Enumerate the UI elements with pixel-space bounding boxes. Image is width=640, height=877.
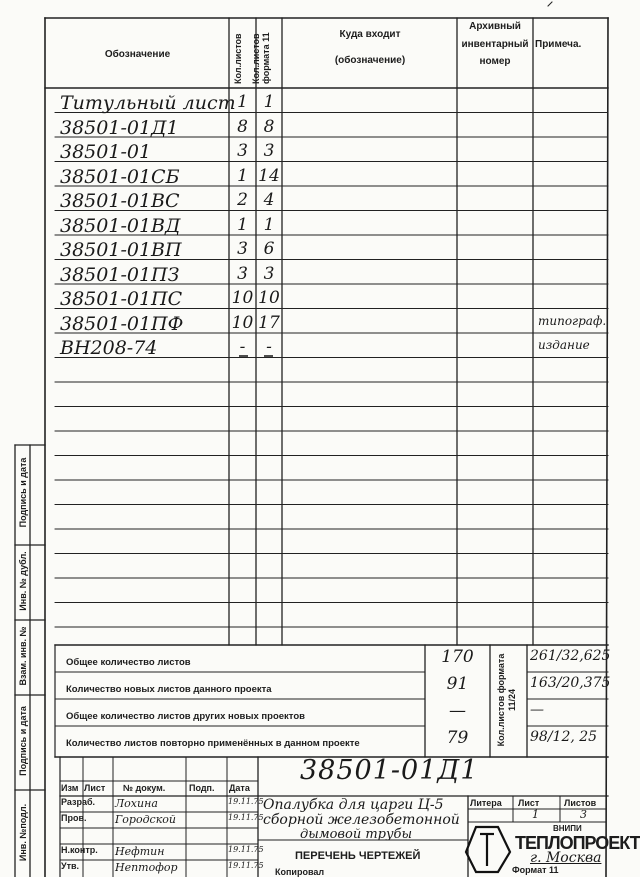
stamp-litera: Литера [470,798,502,808]
stamp-name: Городской [115,813,176,826]
summary-count: — [449,701,466,721]
row-sheet-count: - [239,337,246,357]
stamp-date: 19.11.75 [228,797,264,806]
stamp-sheets-value: 3 [580,808,587,821]
row-designation: 38501-01ПЗ [60,263,180,286]
header-destination: Куда входит [339,29,401,40]
row-designation: 38501-01ВС [60,190,180,212]
stamp-sheet-value: 1 [532,808,539,821]
stamp-role: Разраб. [61,797,96,807]
header-archive-3: номер [479,56,511,67]
row-designation: 38501-01ВД [60,214,181,237]
header-sheets-format: Кол.листов формата 11 [251,32,271,84]
summary-label: Общее количество листов других новых проектов [66,711,305,722]
row-designation: ВН208-74 [60,337,158,359]
org-city: г. Москва [530,850,602,866]
header-designation: Обозначение [104,49,171,60]
title-line-1: Опалубка для царги Ц-5 [263,797,444,813]
row-sheet-format: 17 [258,312,280,333]
summary-label: Количество листов повторно применённых в данном проекте [66,738,360,749]
summary-format: 98/12, 25 [530,729,598,745]
summary-format: — [530,702,544,718]
stamp-sheet: Лист [518,798,540,808]
row-sheet-format: 14 [258,165,280,186]
row-sheet-count: 1 [237,214,248,235]
header-destination-sub: (обозначение) [334,55,406,66]
row-sheet-count: 3 [237,141,248,161]
row-designation: 38501-01Д1 [60,116,179,139]
title-line-3: дымовой трубы [300,827,413,842]
row-sheet-format: - [266,337,272,357]
header-archive-1: Архивный [469,21,521,32]
row-designation: 38501-01ПФ [60,312,184,335]
stamp-date: 19.11.75 [228,813,264,822]
row-designation: 38501-01ПС [60,288,183,310]
row-sheet-count: 3 [237,239,248,259]
row-sheet-count: 10 [231,288,254,308]
margin-replaced-inv: Взам. инв. № [18,626,28,686]
row-designation: 38501-01ВП [60,239,182,261]
row-sheet-count: 3 [237,263,248,284]
row-sheet-count: 1 [237,165,248,186]
row-sheet-count: 10 [231,312,254,333]
stamp-col-date: Дата [229,783,250,793]
summary-label: Общее количество листов [66,657,191,668]
stamp-role: Пров. [61,813,87,823]
row-designation: Титульный лист [60,92,236,114]
stamp-sheets: Листов [564,798,597,808]
stamp-role: Н.контр. [61,845,98,855]
margin-signature-date-top: Подпись и дата [18,457,28,528]
summary-format: 163/20,375 [530,675,611,691]
summary-count: 170 [441,647,474,667]
row-sheet-count: 1 [237,92,248,112]
document-code: 38501-01Д1 [300,755,479,786]
row-sheet-format: 3 [263,141,275,161]
margin-original-inv: Инв. №подл. [18,803,28,862]
row-sheet-format: 10 [258,288,280,308]
margin-dup-inv: Инв. № дубл. [18,551,28,611]
stamp-date: 19.11.75 [228,845,264,854]
summary-count: 91 [446,674,469,694]
header-notes: Примеча. [535,39,582,50]
row-note: типограф. [538,313,607,328]
row-sheet-format: 4 [263,190,275,210]
stamp-date: 19.11.75 [228,861,264,870]
row-designation: 38501-01 [60,141,152,163]
summary-format: 261/32,625 [530,648,611,664]
stamp-col-sign: Подп. [189,783,215,793]
summary-format-label: Кол.листов формата 11/24 [496,653,517,747]
header-archive-2: инвентарный [461,39,529,50]
row-sheet-format: 8 [263,116,275,137]
header-sheets-count: Кол.листов [233,33,243,84]
summary-label: Количество новых листов данного проекта [66,684,272,695]
stamp-name: Нефтин [115,845,165,858]
document-name: ПЕРЕЧЕНЬ ЧЕРТЕЖЕЙ [295,850,421,862]
row-note: издание [538,338,590,352]
footer-copied: Копировал [275,867,325,877]
title-line-2: сборной железобетонной [263,812,460,828]
org-small: ВНИПИ [553,824,582,833]
stamp-col-change: Изм [61,783,79,793]
row-designation: 38501-01СБ [60,165,180,188]
margin-signature-date-bottom: Подпись и дата [18,706,28,776]
row-sheet-format: 1 [263,214,275,235]
row-sheet-format: 1 [263,92,275,112]
org-name: ТЕПЛОПРОЕКТ [515,833,640,853]
footer-format: Формат 11 [512,865,559,875]
stamp-name: Лохина [115,797,158,810]
stamp-role: Утв. [61,861,80,871]
row-sheet-count: 2 [237,190,248,210]
stamp-col-sheet: Лист [84,783,106,793]
row-sheet-count: 8 [237,116,248,137]
row-sheet-format: 6 [263,239,275,259]
row-sheet-format: 3 [263,263,275,284]
stamp-col-doc: № докум. [123,783,166,793]
organization-logo [466,827,510,872]
summary-count: 79 [446,728,469,748]
stamp-name: Нептофор [115,861,178,874]
